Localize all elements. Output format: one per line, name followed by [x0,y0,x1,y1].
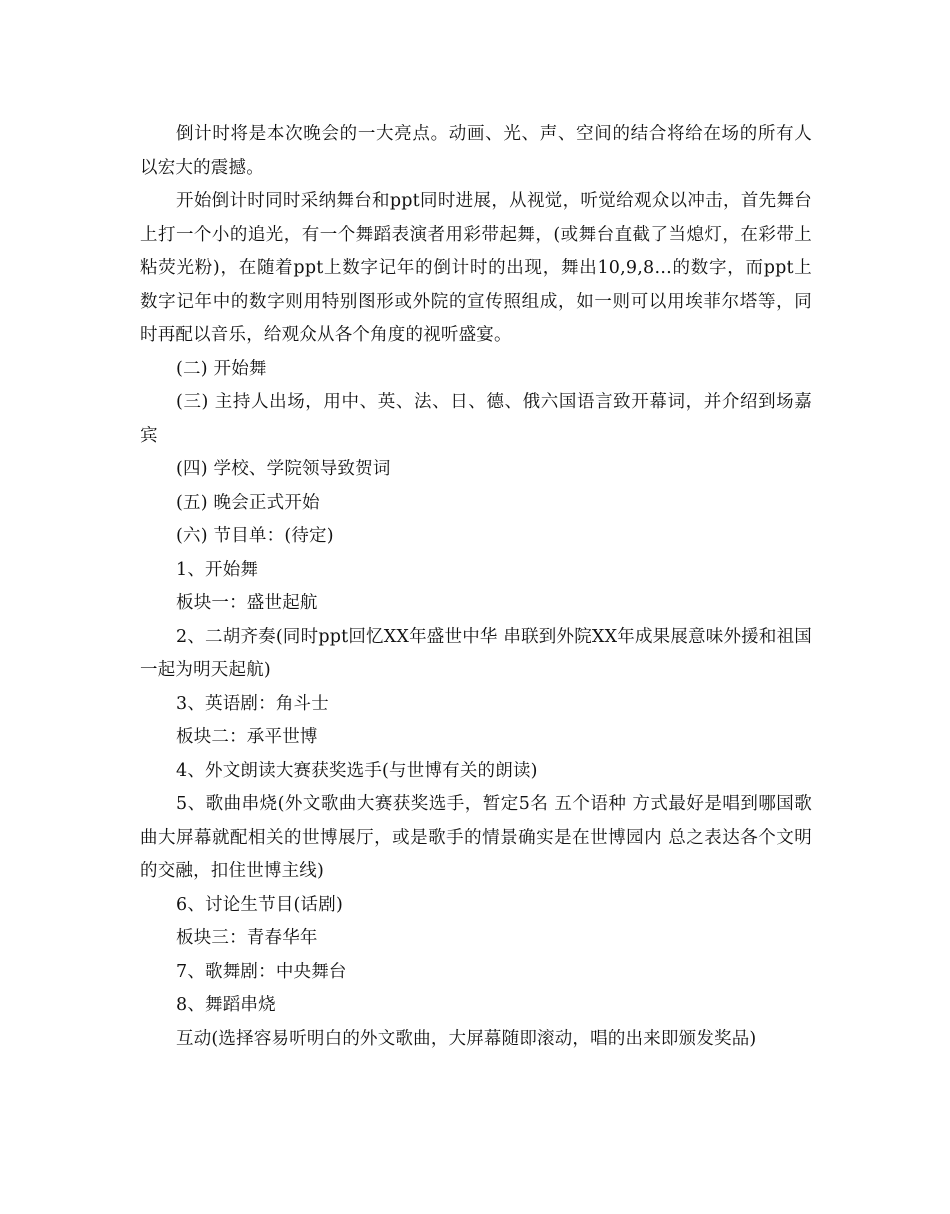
block-heading-1: 板块一：盛世起航 [176,593,318,613]
program-item-1: 1、开始舞 [176,559,259,580]
program-item-8: 8、舞蹈串烧 [176,995,276,1015]
program-item-7: 7、歌舞剧：中央舞台 [176,961,347,982]
section-gala-start: (五) 晚会正式开始 [176,492,320,513]
section-opening-dance: (二) 开始舞 [176,358,267,379]
interaction-item: 互动(选择容易听明白的外文歌曲，大屏幕随即滚动，唱的出来即颁发奖品) [176,1028,757,1049]
paragraph-countdown-details: 开始倒计时同时采纳舞台和ppt同时进展，从视觉，听觉给观众以冲击，首先舞台上打一个小的追光，有一个舞蹈表演者用彩带起舞，(或舞台直截了当熄灯，在彩带上粘荧光粉)，在随着ppt上数字记年的倒计时的出现，舞出10,9,8…的数字，而ppt上数字记年中的数字则用特别图形或外院的宣传照组成，如一则可以用埃菲尔塔等，同时再配以音乐，给观众从各个角度的视听盛宴。 [140,191,812,345]
block-heading-3: 板块三：青春华年 [176,928,318,948]
block-heading-2: 板块二：承平世博 [176,727,318,747]
section-program-list: (六) 节目单：(待定) [176,526,334,546]
program-item-4: 4、外文朗读大赛获奖选手(与世博有关的朗读) [176,760,538,781]
program-item-6: 6、讨论生节目(话剧) [176,894,343,915]
document-body [140,118,812,1056]
program-item-3: 3、英语剧：角斗士 [176,693,329,714]
program-item-2: 2、二胡齐奏(同时ppt回忆XX年盛世中华 串联到外院XX年成果展意味外援和祖国一起为明天起航) [140,626,812,680]
section-leader-speech: (四) 学校、学院领导致贺词 [176,459,391,479]
section-host-entrance: (三) 主持人出场，用中、英、法、日、德、俄六国语言致开幕词，并介绍到场嘉宾 [140,392,812,446]
program-item-5: 5、歌曲串烧(外文歌曲大赛获奖选手，暂定5名 五个语种 方式最好是唱到哪国歌曲大屏幕就配相关的世博展厅，或是歌手的情景确实是在世博园内 总之表达各个文明的交融，扣住世博主线) [140,794,812,881]
paragraph-countdown-intro: 倒计时将是本次晚会的一大亮点。动画、光、声、空间的结合将给在场的所有人以宏大的震撼。 [140,124,812,178]
